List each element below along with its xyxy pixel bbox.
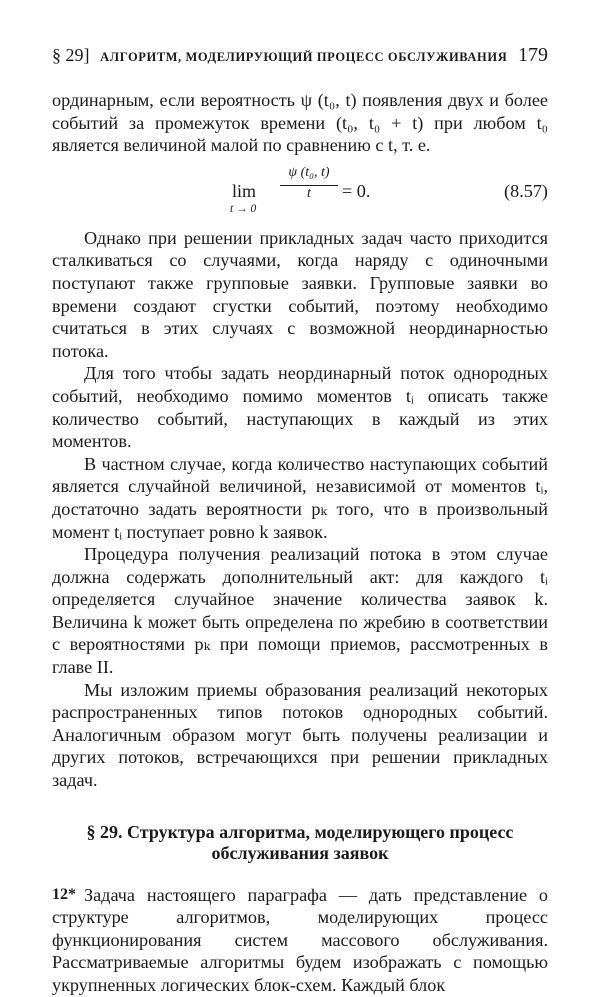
formula-8-57 (52, 163, 548, 221)
formula-rhs: = 0. (342, 180, 371, 201)
paragraph-nonordinary-flow: Для того чтобы задать неординарный поток однородных событий, необходимо помимо моментов tᵢ описать также количество событий, наступающих в каждый из этих моментов. (52, 363, 548, 452)
equation-number: (8.57) (504, 180, 548, 201)
header-section-ref: § 29] (52, 45, 90, 65)
paragraph-methods: Мы изложим приемы образования реализаций некоторых распространенных типов потоков однородных событий. Аналогичным образом могут быть получены реализации и других потоков, встречающихся при решении прикладных задач. (52, 679, 548, 791)
section-heading: § 29. Структура алгоритма, моделирующего процесс обслуживания заявок (86, 821, 514, 863)
book-page (52, 44, 548, 997)
paragraph-special-case: В частном случае, когда количество наступающих событий является случайной величиной, независимой от моментов tᵢ, достаточно задать вероятности pₖ того, что в произвольный момент tᵢ поступает ровно k заявок. (52, 453, 548, 542)
paragraph-ordinary-definition: ординарным, если вероятность ψ (t₀, t) появления двух и более событий за промежуток времени (t₀, t₀ + t) при любом t₀ является величиной малой по сравнению с t, т. е. (52, 90, 548, 156)
signature-mark: 12* (52, 886, 76, 903)
paragraph-task: Задача настоящего параграфа — дать представление о структуре алгоритмов, моделирующих процесс функционирования систем массового обслуживания. Рассматриваемые алгоритмы будем изображать с помощью укрупненных логических блок-схем. Каждый блок (52, 884, 548, 995)
fraction (278, 165, 340, 202)
header-title: АЛГОРИТМ, МОДЕЛИРУЮЩИЙ ПРОЦЕСС ОБСЛУЖИВАНИЯ (100, 50, 508, 64)
paragraph-group-requests: Однако при решении прикладных задач часто приходится сталкиваться со случаями, когда наряду с одиночными поступают также групповые заявки. Групповые заявки во времени создают сгустки событий, поэтому необходимо считаться в этих случаях с возможной неординарностью потока. (52, 227, 548, 361)
paragraph-procedure: Процедура получения реализаций потока в этом случае должна содержать дополнительный акт: для каждого tᵢ определяется случайное значение количества заявок k. Величина k может быть определена по жребию в соответствии с вероятностями pₖ при помощи приемов, рассмотренных в главе II. (52, 544, 548, 678)
running-header (52, 44, 548, 67)
lim-operator: lim (232, 180, 257, 201)
page-number: 179 (518, 44, 548, 66)
lim-subscript: t → 0 (230, 202, 257, 215)
fraction-numerator: ψ (t₀, t) (288, 164, 330, 180)
limit-formula (232, 165, 392, 217)
fraction-denominator: t (307, 185, 311, 201)
